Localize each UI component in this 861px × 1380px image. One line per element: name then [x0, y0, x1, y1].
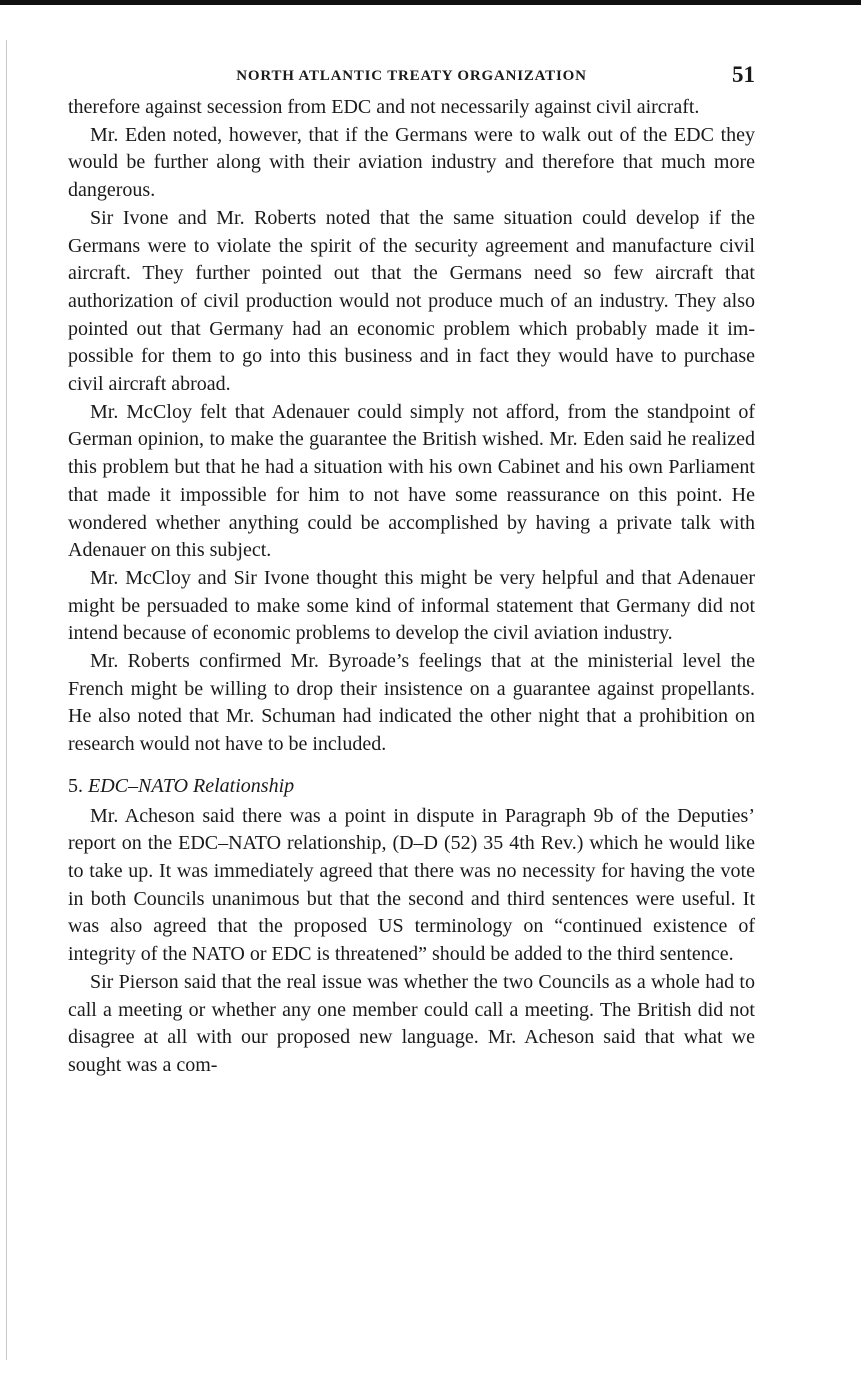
running-title: NORTH ATLANTIC TREATY ORGANIZATION — [236, 68, 587, 84]
paragraph: Mr. Eden noted, however, that if the Germans were to walk out of the EDC they would be further along with their aviation industry and therefore that much more dangerous. — [68, 123, 755, 202]
paragraph: Sir Pierson said that the real issue was whether the two Councils as a whole had to call a meeting or whether any one member could call a meeting. The British did not disagree at all with our proposed new language. Mr. Acheson said that what we sought was a com- — [68, 970, 755, 1076]
paragraph: Mr. McCloy and Sir Ivone thought this might be very helpful and that Adenauer might be persuaded to make some kind of informal statement that Germany did not intend because of economic problems to develop the civil aviation industry. — [68, 566, 755, 645]
page-number: 51 — [732, 62, 755, 87]
paragraph: Sir Ivone and Mr. Roberts noted that the same situation could develop if the Germans were to violate the spirit of the security agreement and manufacture civil aircraft. They further pointed out that the Germans need so few aircraft that authorization of civil production would not produce much of an industry. They also pointed out that Germany had an economic problem which probably made it impossible for them to go into this business and in fact they would have to purchase civil aircraft abroad. — [68, 206, 755, 396]
top-border-rule — [0, 0, 861, 5]
paragraph-continued: therefore against secession from EDC and not necessarily against civil aircraft. — [68, 96, 700, 118]
section-number: 5. — [68, 774, 83, 797]
page-left-edge — [6, 40, 7, 1360]
body-text — [68, 94, 755, 1080]
paragraph: Mr. Roberts confirmed Mr. Byroade’s feelings that at the ministerial level the French might be willing to drop their insistence on a guarantee against propellants. He also noted that Mr. Schuman had indicated the other night that a prohibition on research would not have to be included. — [68, 650, 755, 756]
running-header — [68, 60, 755, 94]
section-heading — [68, 773, 755, 801]
document-page — [68, 60, 755, 1080]
paragraph: Mr. Acheson said there was a point in dispute in Paragraph 9b of the Deputies’ report on the EDC–NATO relationship, (D–D (52) 35 4th Rev.) which he would like to take up. It was immediately agreed that there was no necessity for having the vote in both Councils unanimous but that the second and third sentences were useful. It was also agreed that the proposed US terminology on “continued existence of integrity of the NATO or EDC is threatened” should be added to the third sentence. — [68, 804, 755, 966]
section-title: EDC–NATO Relationship — [88, 774, 295, 797]
paragraph: Mr. McCloy felt that Adenauer could simply not afford, from the standpoint of German opinion, to make the guarantee the British wished. Mr. Eden said he realized this problem but that he had a situation with his own Cabinet and his own Parliament that made it impossible for him to not have some reassurance on this point. He wondered whether anything could be accomplished by having a private talk with Adenauer on this subject. — [68, 400, 755, 562]
